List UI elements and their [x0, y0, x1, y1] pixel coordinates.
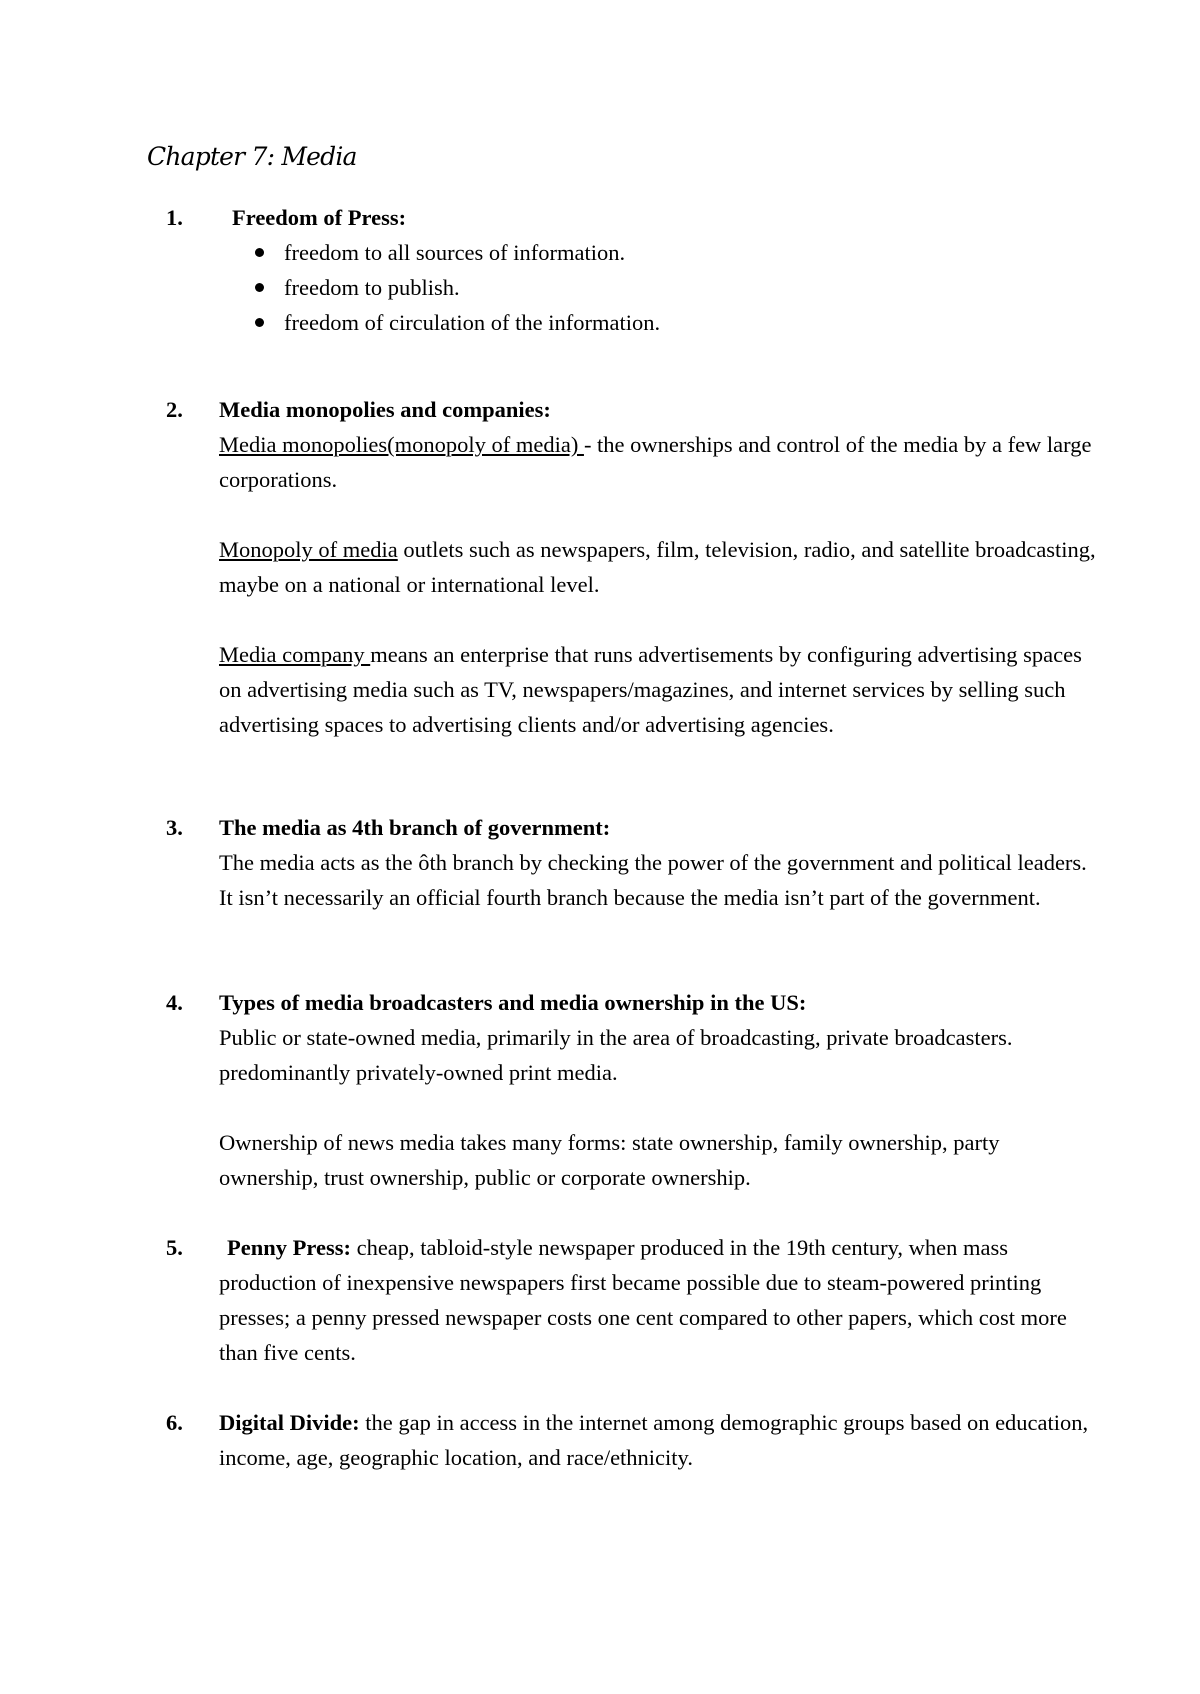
section-6-heading: Digital Divide:	[219, 1410, 360, 1435]
list-item	[255, 305, 660, 340]
section-1-heading-text: Freedom of Press:	[232, 205, 407, 230]
section-5-number: 5.	[166, 1235, 183, 1260]
section-3-paragraph: The media acts as the ôth branch by checking the power of the government and political leaders. It isn’t necessarily an official fourth branch because the media isn’t part of the government.	[219, 850, 1087, 910]
section-6-number: 6.	[166, 1410, 183, 1435]
section-6-body	[219, 1405, 1099, 1475]
section-2-term-2: Monopoly of media	[219, 537, 398, 562]
section-3-body	[219, 810, 1099, 915]
bullet-text: freedom to publish.	[284, 275, 460, 300]
bullet-text: freedom to all sources of information.	[284, 240, 626, 265]
section-2-term-1: Media monopolies(monopoly of media)	[219, 432, 584, 457]
section-4-paragraph-2: Ownership of news media takes many forms: state ownership, family ownership, party ownership, trust ownership, public or corporate ownership.	[219, 1130, 1000, 1190]
bullet-icon	[255, 248, 264, 257]
bullet-text: freedom of circulation of the information.	[284, 310, 661, 335]
section-1-bullet-list	[255, 235, 660, 340]
section-4-number: 4.	[166, 990, 183, 1015]
section-2-paragraph-2: Monopoly of media outlets such as newspapers, film, television, radio, and satellite broadcasting, maybe on a national or international level.	[219, 537, 1096, 597]
section-6-text: the gap in access in the internet among demographic groups based on education, income, age, geographic location, and race/ethnicity.	[219, 1410, 1089, 1470]
page-title: Chapter 7: Media	[147, 142, 357, 171]
section-3-heading: The media as 4th branch of government:	[219, 815, 611, 840]
section-5-heading: Penny Press:	[227, 1235, 351, 1260]
section-2-heading: Media monopolies and companies:	[219, 397, 551, 422]
section-4-paragraph-1: Public or state-owned media, primarily in the area of broadcasting, private broadcasters. predominantly privately-owned print media.	[219, 1025, 1013, 1085]
list-item	[255, 270, 660, 305]
section-1-number: 1.	[166, 205, 183, 230]
section-2-paragraph-3: Media company means an enterprise that runs advertisements by configuring advertising spaces on advertising media such as TV, newspapers/magazines, and internet services by selling such advertising spaces to advertising clients and/or advertising agencies.	[219, 642, 1082, 737]
section-2-term-3: Media company	[219, 642, 371, 667]
bullet-icon	[255, 318, 264, 327]
section-5-body	[219, 1230, 1099, 1370]
section-3-number: 3.	[166, 815, 183, 840]
section-4-body	[219, 985, 1099, 1195]
section-5-text: cheap, tabloid-style newspaper produced in the 19th century, when mass production of inexpensive newspapers first became possible due to steam-powered printing presses; a penny pressed newspaper costs one cent compared to other papers, which cost more than five cents.	[219, 1235, 1067, 1365]
section-1-heading	[232, 200, 1112, 235]
section-2-body	[219, 392, 1099, 742]
bullet-icon	[255, 283, 264, 292]
section-2-paragraph-1: Media monopolies(monopoly of media) - the ownerships and control of the media by a few large corporations.	[219, 432, 1092, 492]
list-item	[255, 235, 660, 270]
section-4-heading: Types of media broadcasters and media ownership in the US:	[219, 990, 807, 1015]
section-2-number: 2.	[166, 397, 183, 422]
